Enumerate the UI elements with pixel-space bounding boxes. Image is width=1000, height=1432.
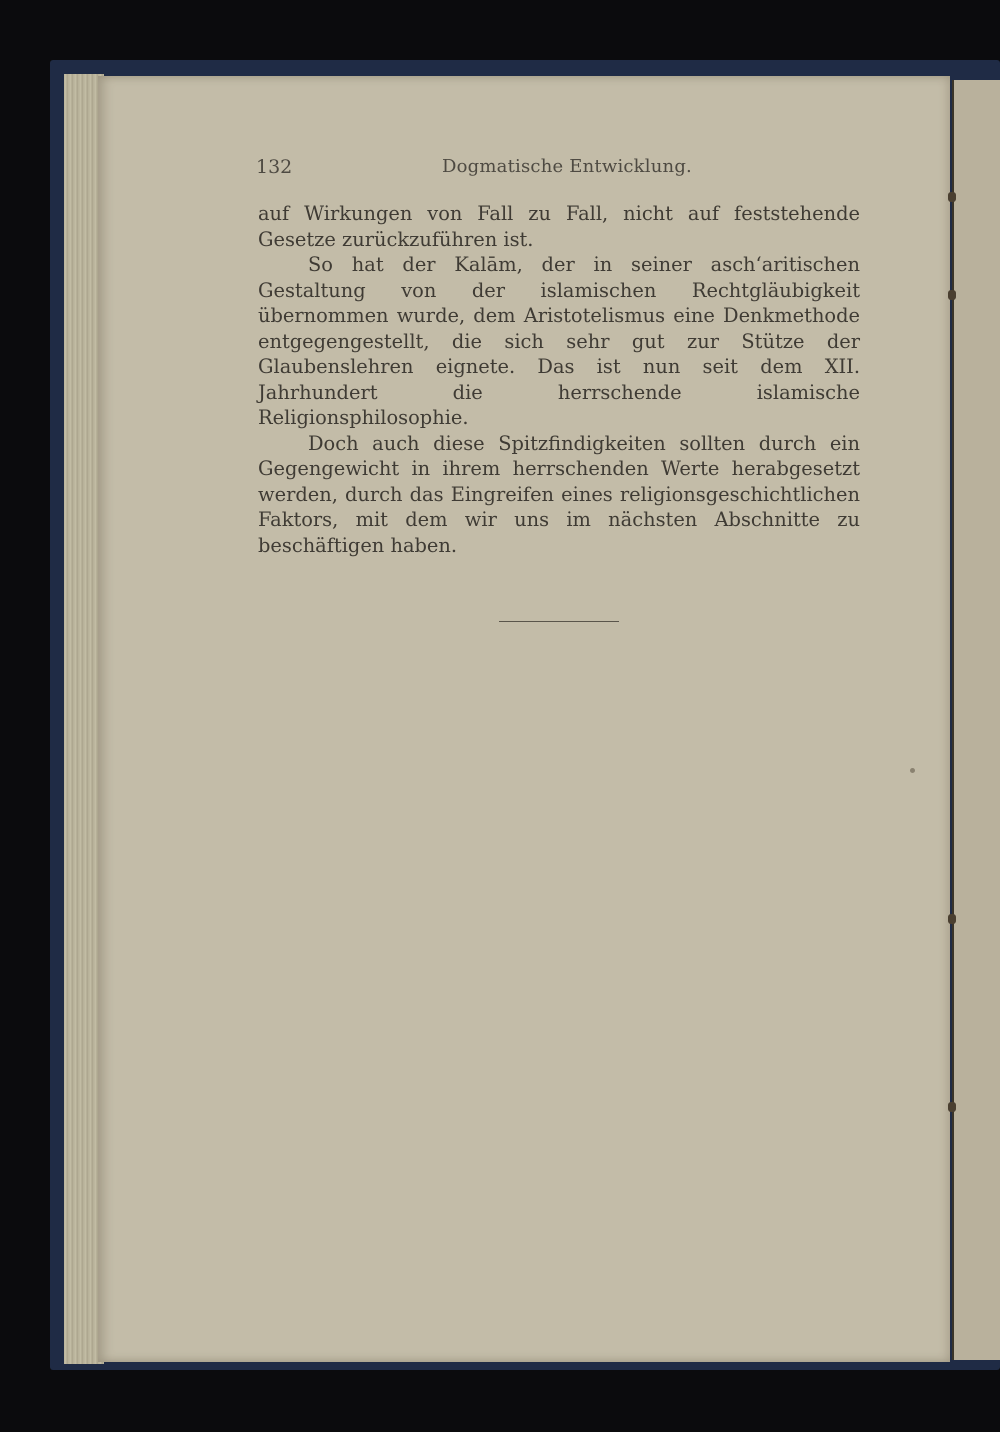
paper-speck bbox=[910, 768, 915, 773]
facing-page-edge bbox=[952, 80, 1000, 1360]
paragraph: Doch auch diese Spitzfindigkeiten sollten durch ein Gegengewicht in ihrem herrschenden Werte herabgesetzt werden, durch das Eingreifen eines religionsgeschichtlichen Faktors, mit dem wir uns im nächsten Abschnitte zu beschäftigen haben. bbox=[258, 431, 860, 557]
page-number: 132 bbox=[256, 156, 293, 178]
paragraph: auf Wirkungen von Fall zu Fall, nicht auf feststehende Gesetze zurückzuführen ist. bbox=[258, 202, 860, 251]
binding-thread-mark bbox=[948, 1102, 956, 1112]
binding-thread-mark bbox=[948, 914, 956, 924]
binding-thread-mark bbox=[948, 192, 956, 202]
running-title: Dogmatische Entwicklung. bbox=[442, 156, 692, 177]
paragraph: So hat der Kalām, der in seiner asch‘aritischen Gestaltung von der islamischen Rechtgläubigkeit übernommen wurde, dem Aristotelismus eine Denkmethode entgegengestellt, die sich sehr gut zur Stütze der Glaubenslehren eignete. Das ist nun seit dem XII. Jahrhundert die herrschende islamische Religionsphilosophie. bbox=[258, 253, 860, 429]
body-text bbox=[258, 201, 860, 558]
binding-thread-mark bbox=[948, 290, 956, 300]
page-header bbox=[256, 156, 860, 182]
section-end-rule bbox=[499, 621, 619, 622]
